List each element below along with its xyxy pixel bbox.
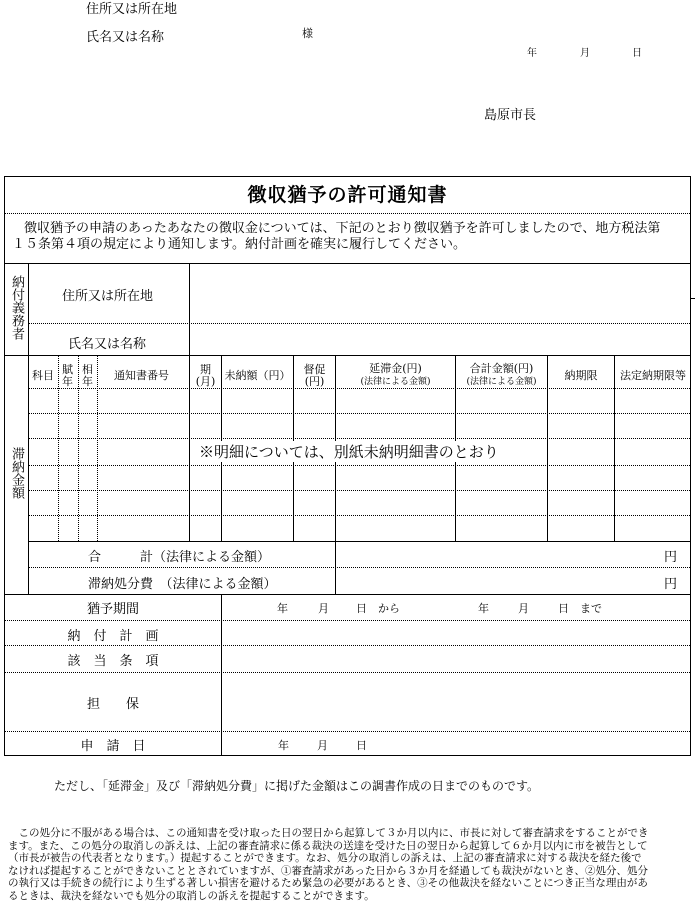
grace-to-month: 月 bbox=[518, 600, 529, 616]
grace-to-year: 年 bbox=[478, 600, 489, 616]
taxpayer-address-label: 住所又は所在地 bbox=[62, 285, 153, 304]
col-delinquency-2: (法律による金額) bbox=[336, 374, 455, 387]
applicable-clause-label: 該 当 条 項 bbox=[5, 650, 221, 669]
application-day: 日 bbox=[356, 737, 367, 753]
appeal-line-5: の執行又は手続きの続行により生ずる著しい損害を避けるため緊急の必要があるとき、③その他裁決を経ないことにつき正当な理由があ bbox=[8, 877, 692, 890]
collateral-label: 担 保 bbox=[5, 693, 221, 712]
intro-line-2: １５条第４項の規定により通知します。納付計画を確実に履行してください。 bbox=[12, 237, 466, 253]
col-fiscal-year-1: 相 bbox=[82, 361, 93, 377]
header-year: 年 bbox=[527, 44, 537, 59]
appeal-line-2: ます。また、この処分の取消しの訴えは、上記の審査請求に係る裁決の送達を受けた日の翌日から起算して６か月以内に市を被告として bbox=[8, 840, 692, 853]
amount-note: ただし、「延滞金」及び「滞納処分費」に掲げた金額はこの調書作成の日までのものです。 bbox=[54, 777, 539, 794]
col-total-1: 合計金額(円) bbox=[456, 360, 547, 376]
grace-from-year: 年 bbox=[277, 600, 288, 616]
col-reminder-1: 督促 bbox=[294, 361, 335, 377]
total-yen: 円 bbox=[664, 546, 677, 565]
application-month: 月 bbox=[317, 737, 328, 753]
appeal-notice bbox=[8, 827, 692, 902]
col-delinquency-1: 延滞金(円) bbox=[336, 360, 455, 376]
header-address-label: 住所又は所在地 bbox=[86, 0, 177, 17]
issuer: 島原市長 bbox=[484, 104, 536, 123]
header-name-label: 氏名又は名称 bbox=[86, 26, 164, 45]
col-reminder-2: (円) bbox=[294, 373, 335, 389]
fee-yen: 円 bbox=[664, 573, 677, 592]
grace-label: 猶予期間 bbox=[5, 598, 221, 617]
col-unpaid: 未納額（円） bbox=[222, 367, 293, 383]
grace-from-month: 月 bbox=[318, 600, 329, 616]
col-deadline: 納期限 bbox=[548, 367, 614, 383]
col-period-1: 期 bbox=[190, 361, 221, 377]
sama-honorific: 様 bbox=[302, 25, 313, 41]
detail-note: ※明細については、別紙未納明細書のとおり bbox=[196, 441, 502, 462]
document-title: 徴収猶予の許可通知書 bbox=[4, 180, 691, 207]
grace-to: 日 まで bbox=[558, 600, 602, 616]
col-period-2: (月) bbox=[190, 373, 221, 389]
application-date-label: 申 請 日 bbox=[5, 735, 221, 754]
appeal-line-3: （市長が被告の代表者となります。）提起することができます。なお、処分の取消しの訴えは、上記の審査請求に対する裁決を経た後で bbox=[8, 852, 692, 865]
col-total-2: (法律による金額) bbox=[456, 374, 547, 387]
col-notice-no: 通知書番号 bbox=[114, 367, 169, 383]
col-tax-year-2: 年 bbox=[62, 373, 73, 389]
taxpayer-name-label: 氏名又は名称 bbox=[68, 333, 146, 352]
appeal-line-6: るときは、裁決を経ないでも処分の取消しの訴えを提起することができます。 bbox=[8, 890, 692, 902]
col-legal-deadline: 法定納期限等 bbox=[615, 367, 691, 383]
header-month: 月 bbox=[580, 44, 590, 59]
appeal-line-4: なければ提起することができないこととされていますが、①審査請求があった日から３か月を経過しても裁決がないとき、②処分、処分 bbox=[8, 865, 692, 878]
taxpayer-section-label: 納付義務者 bbox=[8, 275, 24, 340]
total-label: 合 計（法律による金額） bbox=[88, 546, 270, 565]
col-fiscal-year-2: 年 bbox=[82, 373, 93, 389]
fee-label: 滞納処分費 （法律による金額） bbox=[88, 573, 277, 592]
col-tax-year-1: 賦 bbox=[62, 361, 73, 377]
intro-line-1: 徴収猶予の申請のあったあなたの徴収金については、下記のとおり徴収猶予を許可しましたので、地方税法第 bbox=[24, 221, 660, 237]
grace-from: 日 から bbox=[356, 600, 400, 616]
application-year: 年 bbox=[278, 737, 289, 753]
payment-plan-label: 納 付 計 画 bbox=[5, 625, 221, 644]
appeal-line-1: この処分に不服がある場合は、この通知書を受け取った日の翌日から起算して３か月以内に、市長に対して審査請求をすることができ bbox=[8, 827, 692, 840]
header-day: 日 bbox=[632, 44, 642, 59]
col-subject: 科目 bbox=[32, 367, 54, 383]
arrears-section-label: 滞納金額 bbox=[8, 447, 24, 499]
